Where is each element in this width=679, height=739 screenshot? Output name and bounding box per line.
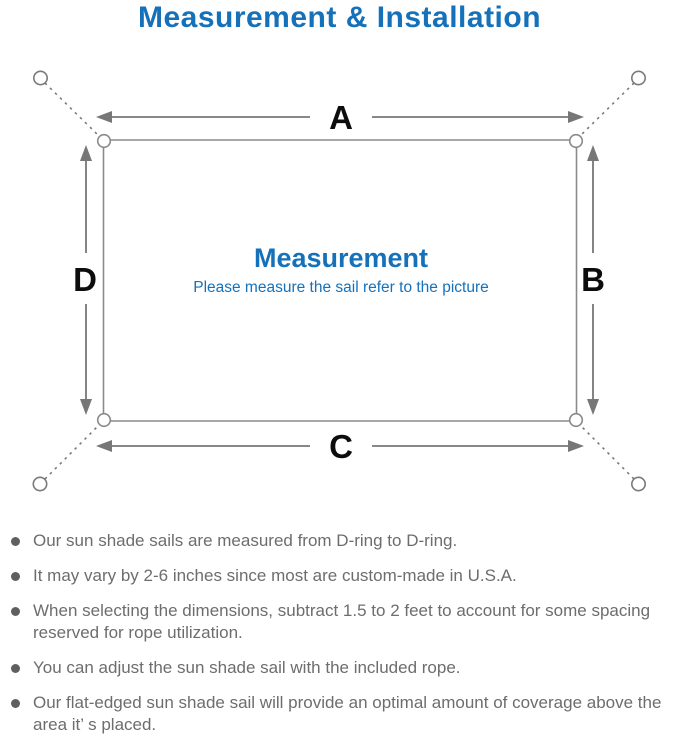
d-ring-bottom-left (98, 414, 111, 427)
arrowhead-c-left (96, 440, 112, 452)
note-text: Our sun shade sails are measured from D-ring to D-ring. (33, 531, 458, 550)
d-ring-bottom-right (570, 414, 583, 427)
note-item (11, 565, 673, 587)
note-item (11, 600, 673, 644)
notes-list (11, 530, 673, 739)
dimension-label-b: B (581, 261, 605, 298)
arrowhead-d-up (80, 145, 92, 161)
dimension-label-d: D (73, 261, 97, 298)
bullet-dot (11, 607, 20, 616)
note-text: It may vary by 2-6 inches since most are custom-made in U.S.A. (33, 566, 517, 585)
note-item (11, 530, 673, 552)
anchor-circle-top-left (34, 71, 47, 84)
diagram-center-subtitle: Please measure the sail refer to the picture (193, 279, 489, 296)
note-text: Our flat-edged sun shade sail will provide an optimal amount of coverage above the area it’ s placed. (33, 693, 662, 734)
bullet-dot (11, 572, 20, 581)
note-item (11, 692, 673, 736)
dimension-label-a: A (329, 99, 353, 136)
note-text: You can adjust the sun shade sail with the included rope. (33, 658, 461, 677)
bullet-dot (11, 664, 20, 673)
bullet-dot (11, 537, 20, 546)
anchor-circle-bottom-right (632, 477, 645, 490)
guy-line-top-right (581, 83, 634, 135)
note-item (11, 657, 673, 679)
arrowhead-a-right (568, 111, 584, 123)
page-title: Measurement & Installation (137, 1, 542, 34)
arrowhead-c-right (568, 440, 584, 452)
guy-line-bottom-left (45, 426, 98, 479)
d-ring-top-right (570, 135, 583, 148)
bullet-dot (11, 699, 20, 708)
diagram-center-title: Measurement (253, 243, 429, 273)
arrowhead-a-left (96, 111, 112, 123)
arrowhead-d-down (80, 399, 92, 415)
anchor-circle-top-right (632, 71, 645, 84)
guy-line-top-left (45, 83, 98, 135)
dimension-label-c: C (329, 428, 353, 465)
anchor-circle-bottom-left (33, 477, 46, 490)
guy-line-bottom-right (581, 426, 634, 479)
note-text: When selecting the dimensions, subtract 1.5 to 2 feet to account for some spacing reserved for rope utilization. (33, 601, 651, 642)
arrowhead-b-down (587, 399, 599, 415)
d-ring-top-left (98, 135, 111, 148)
arrowhead-b-up (587, 145, 599, 161)
